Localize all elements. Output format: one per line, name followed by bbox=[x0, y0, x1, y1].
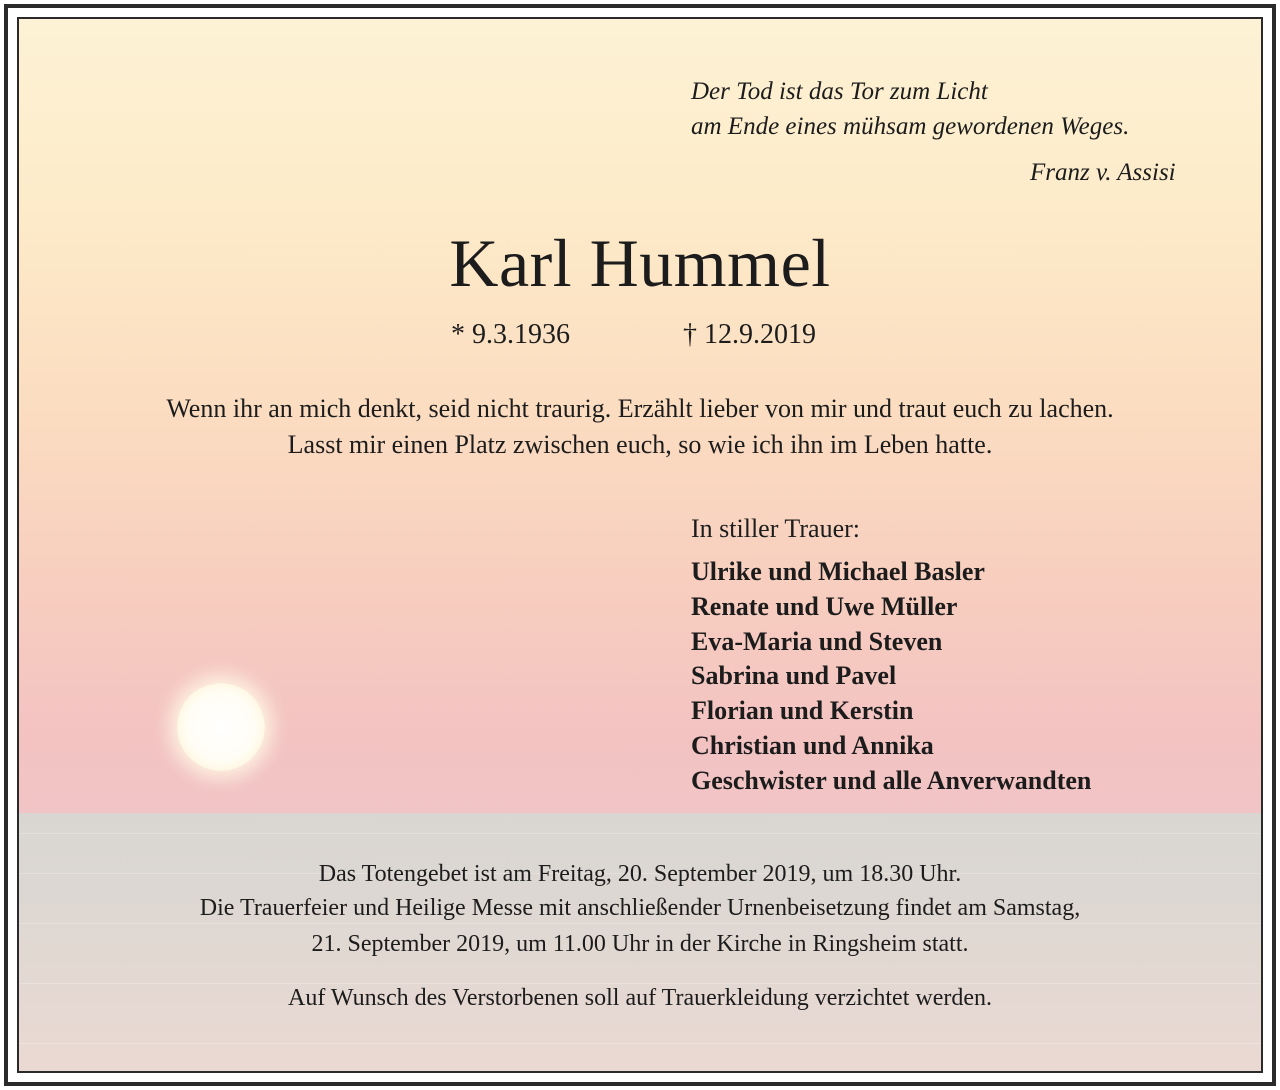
mourners-list bbox=[691, 555, 1091, 799]
poem-line-2: Lasst mir einen Platz zwischen euch, so wie ich ihn im Leben hatte. bbox=[287, 430, 993, 459]
dress-code-note: Auf Wunsch des Verstorbenen soll auf Trauerkleidung verzichtet werden. bbox=[288, 985, 992, 1011]
service-line-3: 21. September 2019, um 11.00 Uhr in der Kirche in Ringsheim statt. bbox=[311, 931, 969, 957]
service-line-2: Die Trauerfeier und Heilige Messe mit anschließender Urnenbeisetzung findet am Samstag, bbox=[199, 895, 1081, 921]
service-line-1: Das Totengebet ist am Freitag, 20. September 2019, um 18.30 Uhr. bbox=[318, 861, 962, 887]
deceased-name: Karl Hummel bbox=[449, 225, 831, 301]
mourner-name: Geschwister und alle Anverwandten bbox=[691, 765, 1092, 795]
quote-line-2: am Ende eines mühsam gewordenen Weges. bbox=[691, 113, 1130, 140]
mourner-name: Renate und Uwe Müller bbox=[691, 591, 958, 621]
quote-author: Franz v. Assisi bbox=[1030, 159, 1176, 186]
mourner-name: Florian und Kerstin bbox=[691, 696, 914, 726]
sea-ripple bbox=[19, 1043, 1261, 1044]
mourner-name: Ulrike und Michael Basler bbox=[691, 557, 985, 586]
mourner-name: Sabrina und Pavel bbox=[691, 661, 897, 691]
obituary-frame bbox=[4, 4, 1276, 1086]
birth-date: * 9.3.1936 bbox=[451, 319, 570, 350]
sea-ripple bbox=[19, 833, 1261, 834]
mourners-heading: In stiller Trauer: bbox=[691, 514, 860, 543]
sun-image bbox=[177, 683, 265, 771]
death-date: † 12.9.2019 bbox=[683, 319, 816, 350]
mourner-name: Eva-Maria und Steven bbox=[691, 626, 943, 656]
mourner-name: Christian und Annika bbox=[691, 730, 934, 760]
obituary-card bbox=[17, 17, 1263, 1073]
quote-line-1: Der Tod ist das Tor zum Licht bbox=[691, 78, 988, 105]
poem-line-1: Wenn ihr an mich denkt, seid nicht traurig. Erzählt lieber von mir und traut euch zu lachen. bbox=[166, 394, 1114, 423]
